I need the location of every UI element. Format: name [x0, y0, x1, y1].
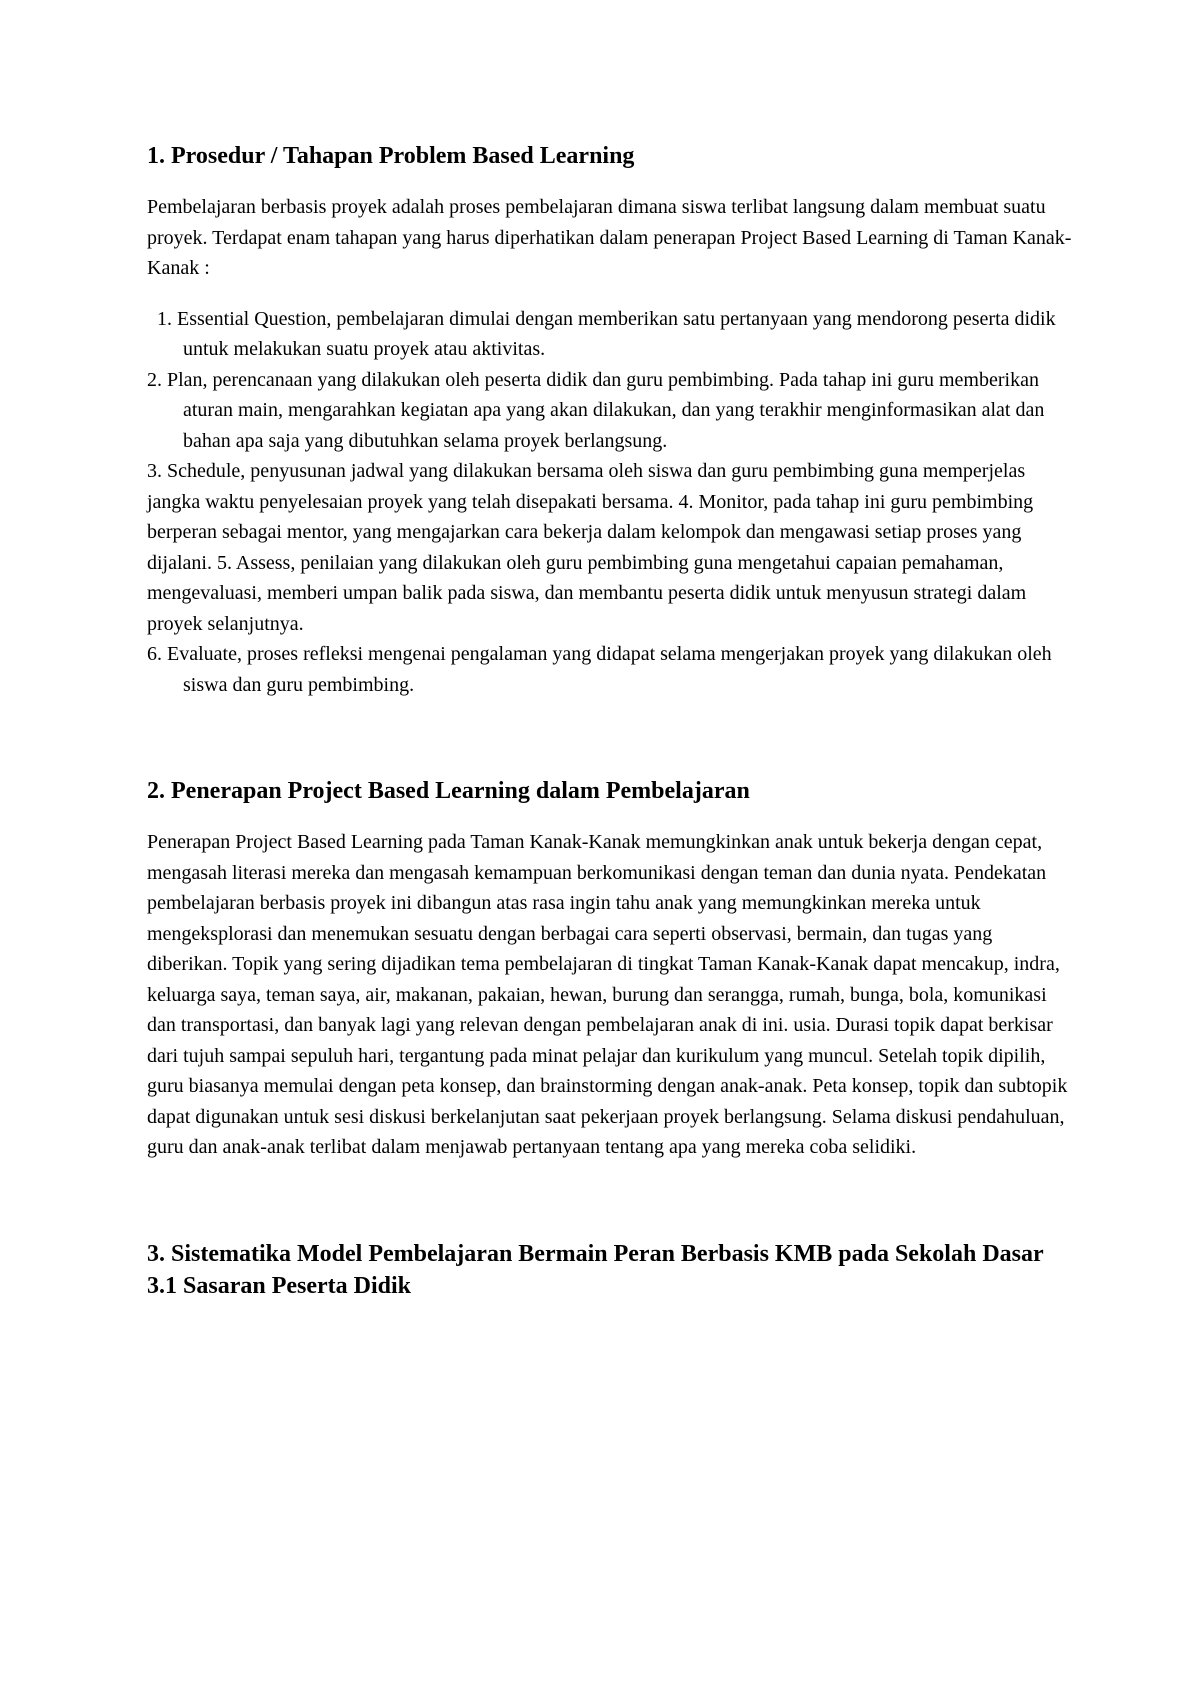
- section-2-body: Penerapan Project Based Learning pada Taman Kanak-Kanak memungkinkan anak untuk bekerja dengan cepat, mengasah literasi mereka dan mengasah kemampuan berkomunikasi dengan teman dan dunia nyata. Pendekatan pembelajaran berbasis proyek ini dibangun atas rasa ingin tahu anak yang memungkinkan mereka untuk mengeksplorasi dan menemukan sesuatu dengan berbagai cara seperti observasi, bermain, dan tugas yang diberikan. Topik yang sering dijadikan tema pembelajaran di tingkat Taman Kanak-Kanak dapat mencakup, indra, keluarga saya, teman saya, air, makanan, pakaian, hewan, burung dan serangga, rumah, bunga, bola, komunikasi dan transportasi, dan banyak lagi yang relevan dengan pembelajaran anak di ini. usia. Durasi topik dapat berkisar dari tujuh sampai sepuluh hari, tergantung pada minat pelajar dan kurikulum yang muncul. Setelah topik dipilih, guru biasanya memulai dengan peta konsep, dan brainstorming dengan anak-anak. Peta konsep, topik dan subtopik dapat digunakan untuk sesi diskusi berkelanjutan saat pekerjaan proyek berlangsung. Selama diskusi pendahuluan, guru dan anak-anak terlibat dalam menjawab pertanyaan tentang apa yang mereka coba selidiki.: [147, 831, 1068, 1158]
- section-3-heading: 3. Sistematika Model Pembelajaran Bermain Peran Berbasis KMB pada Sekolah Dasar: [147, 1240, 1044, 1267]
- section-1-heading: 1. Prosedur / Tahapan Problem Based Learning: [147, 143, 635, 169]
- list-item-evaluate: 6. Evaluate, proses refleksi mengenai pengalaman yang didapat selama mengerjakan proyek yang dilakukan oleh siswa dan guru pembimbing.: [147, 643, 1052, 696]
- section-2-heading: 2. Penerapan Project Based Learning dalam Pembelajaran: [147, 778, 750, 804]
- list-item-plan: 2. Plan, perencanaan yang dilakukan oleh peserta didik dan guru pembimbing. Pada tahap ini guru memberikan aturan main, mengarahkan kegiatan apa yang akan dilakukan, dan yang terakhir menginformasikan alat dan bahan apa saja yang dibutuhkan selama proyek berlangsung.: [147, 368, 1045, 452]
- list-item-schedule-monitor-assess: 3. Schedule, penyusunan jadwal yang dilakukan bersama oleh siswa dan guru pembimbing guna memperjelas jangka waktu penyelesaian proyek yang telah disepakati bersama. 4. Monitor, pada tahap ini guru pembimbing berperan sebagai mentor, yang mengajarkan cara bekerja dalam kelompok dan mengawasi setiap proses yang dijalani. 5. Assess, penilaian yang dilakukan oleh guru pembimbing guna mengetahui capaian pemahaman, mengevaluasi, memberi umpan balik pada siswa, dan membantu peserta didik untuk menyusun strategi dalam proyek selanjutnya.: [147, 460, 1034, 635]
- list-item-essential-question: 1. Essential Question, pembelajaran dimulai dengan memberikan satu pertanyaan yang mendorong peserta didik untuk melakukan suatu proyek atau aktivitas.: [157, 307, 1056, 360]
- section-1-intro: Pembelajaran berbasis proyek adalah proses pembelajaran dimana siswa terlibat langsung dalam membuat suatu proyek. Terdapat enam tahapan yang harus diperhatikan dalam penerapan Project Based Learning di Taman Kanak-Kanak :: [147, 196, 1072, 279]
- document-page: [147, 140, 1072, 1302]
- section-1-steps-list: [147, 304, 1072, 701]
- section-3-1-subheading: 3.1 Sasaran Peserta Didik: [147, 1272, 411, 1299]
